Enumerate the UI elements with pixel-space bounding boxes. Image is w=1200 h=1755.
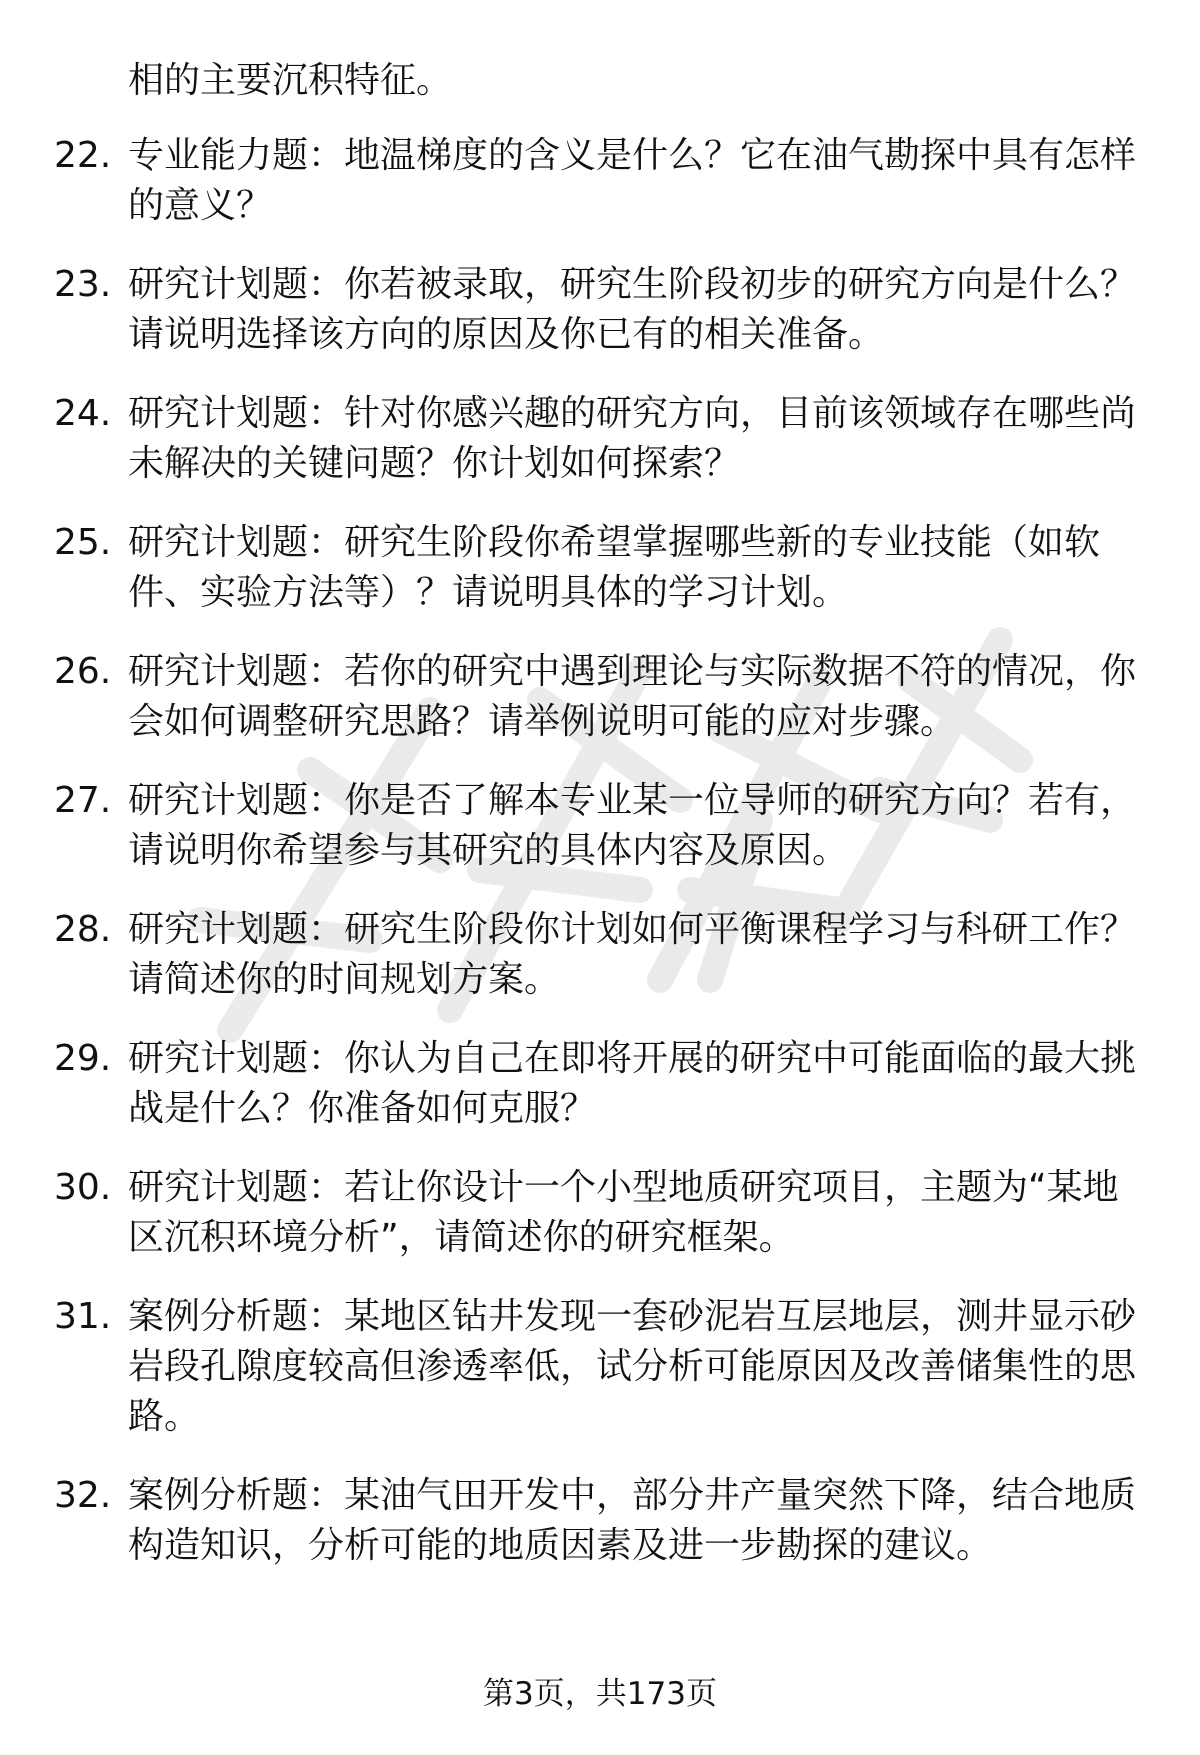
question-line: 未解决的关键问题？你计划如何探索？ (128, 443, 741, 484)
question-text (128, 131, 1138, 231)
question-line: 案例分析题：某地区钻井发现一套砂泥岩互层地层，测井显示砂 (128, 1296, 1137, 1337)
question-line: 请简述你的时间规划方案。 (128, 959, 561, 1000)
question-line: 研究计划题：研究生阶段你希望掌握哪些新的专业技能（如软 (128, 522, 1101, 563)
question-line: 请说明你希望参与其研究的具体内容及原因。 (128, 830, 849, 871)
question-number: 32. (54, 1475, 112, 1516)
question-text (128, 1034, 1138, 1134)
question-line: 岩段孔隙度较高但渗透率低，试分析可能原因及改善储集性的思 (128, 1346, 1137, 1387)
question-text (128, 1163, 1138, 1263)
question-number: 31. (54, 1296, 112, 1337)
question-number: 29. (54, 1038, 112, 1079)
question-line: 路。 (128, 1396, 201, 1437)
question-line: 请说明选择该方向的原因及你已有的相关准备。 (128, 314, 885, 355)
question-line: 研究计划题：你是否了解本专业某一位导师的研究方向？若有， (128, 780, 1137, 821)
question-text (128, 905, 1138, 1005)
question-text (128, 518, 1138, 618)
question-line: 件、实验方法等）？请说明具体的学习计划。 (128, 572, 849, 613)
question-line: 研究计划题：若你的研究中遇到理论与实际数据不符的情况，你 (128, 651, 1137, 692)
continuation-text: 相的主要沉积特征。 (128, 60, 453, 101)
question-number: 30. (54, 1167, 112, 1208)
question-line: 研究计划题：研究生阶段你计划如何平衡课程学习与科研工作？ (128, 909, 1137, 950)
question-line: 战是什么？你准备如何克服？ (128, 1088, 597, 1129)
question-line: 研究计划题：你认为自己在即将开展的研究中可能面临的最大挑 (128, 1038, 1137, 1079)
question-line: 会如何调整研究思路？请举例说明可能的应对步骤。 (128, 701, 957, 742)
question-line: 案例分析题：某油气田开发中，部分井产量突然下降，结合地质 (128, 1475, 1137, 1516)
question-line: 专业能力题：地温梯度的含义是什么？它在油气勘探中具有怎样 (128, 135, 1137, 176)
question-text (128, 389, 1138, 489)
question-text (128, 776, 1138, 876)
page-footer: 第3页，共173页 (483, 1676, 717, 1712)
question-text (128, 1292, 1138, 1442)
question-line: 的意义？ (128, 185, 273, 226)
question-number: 23. (54, 264, 112, 305)
question-line: 研究计划题：你若被录取，研究生阶段初步的研究方向是什么？ (128, 264, 1137, 305)
question-line: 构造知识，分析可能的地质因素及进一步勘探的建议。 (128, 1525, 993, 1566)
question-line: 研究计划题：针对你感兴趣的研究方向，目前该领域存在哪些尚 (128, 393, 1137, 434)
question-number: 27. (54, 780, 112, 821)
question-number: 26. (54, 651, 112, 692)
question-number: 24. (54, 393, 112, 434)
question-text (128, 647, 1138, 747)
question-number: 28. (54, 909, 112, 950)
question-text (128, 260, 1138, 360)
question-line: 区沉积环境分析”，请简述你的研究框架。 (128, 1217, 795, 1258)
question-line: 研究计划题：若让你设计一个小型地质研究项目，主题为“某地 (128, 1167, 1119, 1208)
question-number: 25. (54, 522, 112, 563)
question-text (128, 1471, 1138, 1571)
question-number: 22. (54, 135, 112, 176)
